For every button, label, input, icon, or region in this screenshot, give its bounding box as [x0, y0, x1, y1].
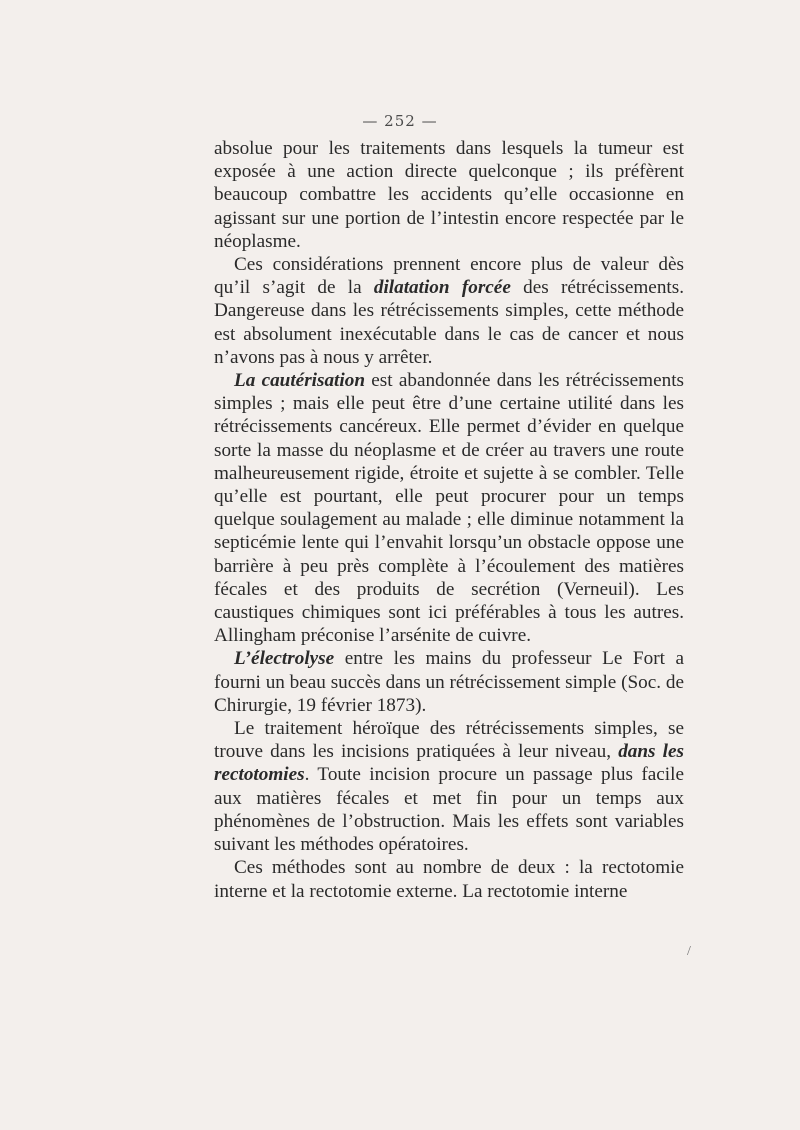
text-segment: Le traitement héroïque des rétrécissements simples, se trouve dans les incisions pratiquées à leur niveau,	[214, 718, 684, 763]
text-segment: des rétrécissements. Dangereuse dans les rétrécissements simples, cette méthode est absolument inexécutable dans le cas de cancer et nous n’avons pas à nous y arrêter.	[214, 277, 685, 368]
page-number: — 252 —	[362, 112, 438, 130]
text-segment: Ces méthodes sont au nombre de deux : la rectotomie interne et la rectotomie externe. La rectotomie interne	[214, 857, 684, 902]
body-text	[214, 137, 684, 903]
italic-term-rectotomies: dans les rectotomies	[214, 741, 684, 786]
paragraph-6	[214, 856, 684, 902]
italic-term-electrolyse: L’électrolyse	[234, 648, 335, 670]
margin-mark: /	[687, 944, 691, 959]
text-segment: est abandonnée dans les rétrécissements simples ; mais elle peut être d’une certaine utilité dans les rétrécissements cancéreux. Elle permet d’évider en quelque sorte la masse du néoplasme et de créer au travers une route malheureusement rigide, étroite et sujette à se combler. Telle qu’elle est pourtant, elle peut procurer pour un temps quelque soulagement au malade ; elle diminue notamment la septicémie lente qui l’envahit lorsqu’un obstacle oppose une barrière à peu près complète à l’écoulement des matières fécales et des produits de secrétion (Verneuil). Les caustiques chimiques sont ici préférables à tous les autres. Allingham préconise l’arsénite de cuivre.	[214, 370, 685, 647]
paragraph-3	[214, 369, 684, 647]
text-segment: . Toute incision procure un passage plus facile aux matières fécales et met fin pour un temps aux phénomènes de l’obstruction. Mais les effets sont variables suivant les méthodes opératoires.	[214, 764, 684, 856]
italic-term-cauterisation: La cautérisation	[234, 370, 365, 392]
italic-term-dilatation-forcee: dilatation forcée	[373, 277, 511, 299]
text-segment: absolue pour les traitements dans lesquels la tumeur est exposée à une action directe quelconque ; ils préfèrent beaucoup combattre les accidents qu’elle occasionne en agissant sur une portion de l’intestin encore respectée par le néoplasme.	[214, 138, 684, 252]
paragraph-1	[214, 137, 684, 253]
paragraph-5	[214, 717, 684, 856]
text-segment: entre les mains du professeur Le Fort a fourni un beau succès dans un rétrécissement simple (Soc. de Chirurgie, 19 février 1873).	[214, 648, 684, 716]
text-segment: Ces considérations prennent encore plus de valeur dès qu’il s’agit de la	[214, 254, 684, 299]
paragraph-4	[214, 647, 684, 717]
paragraph-2	[214, 253, 684, 369]
